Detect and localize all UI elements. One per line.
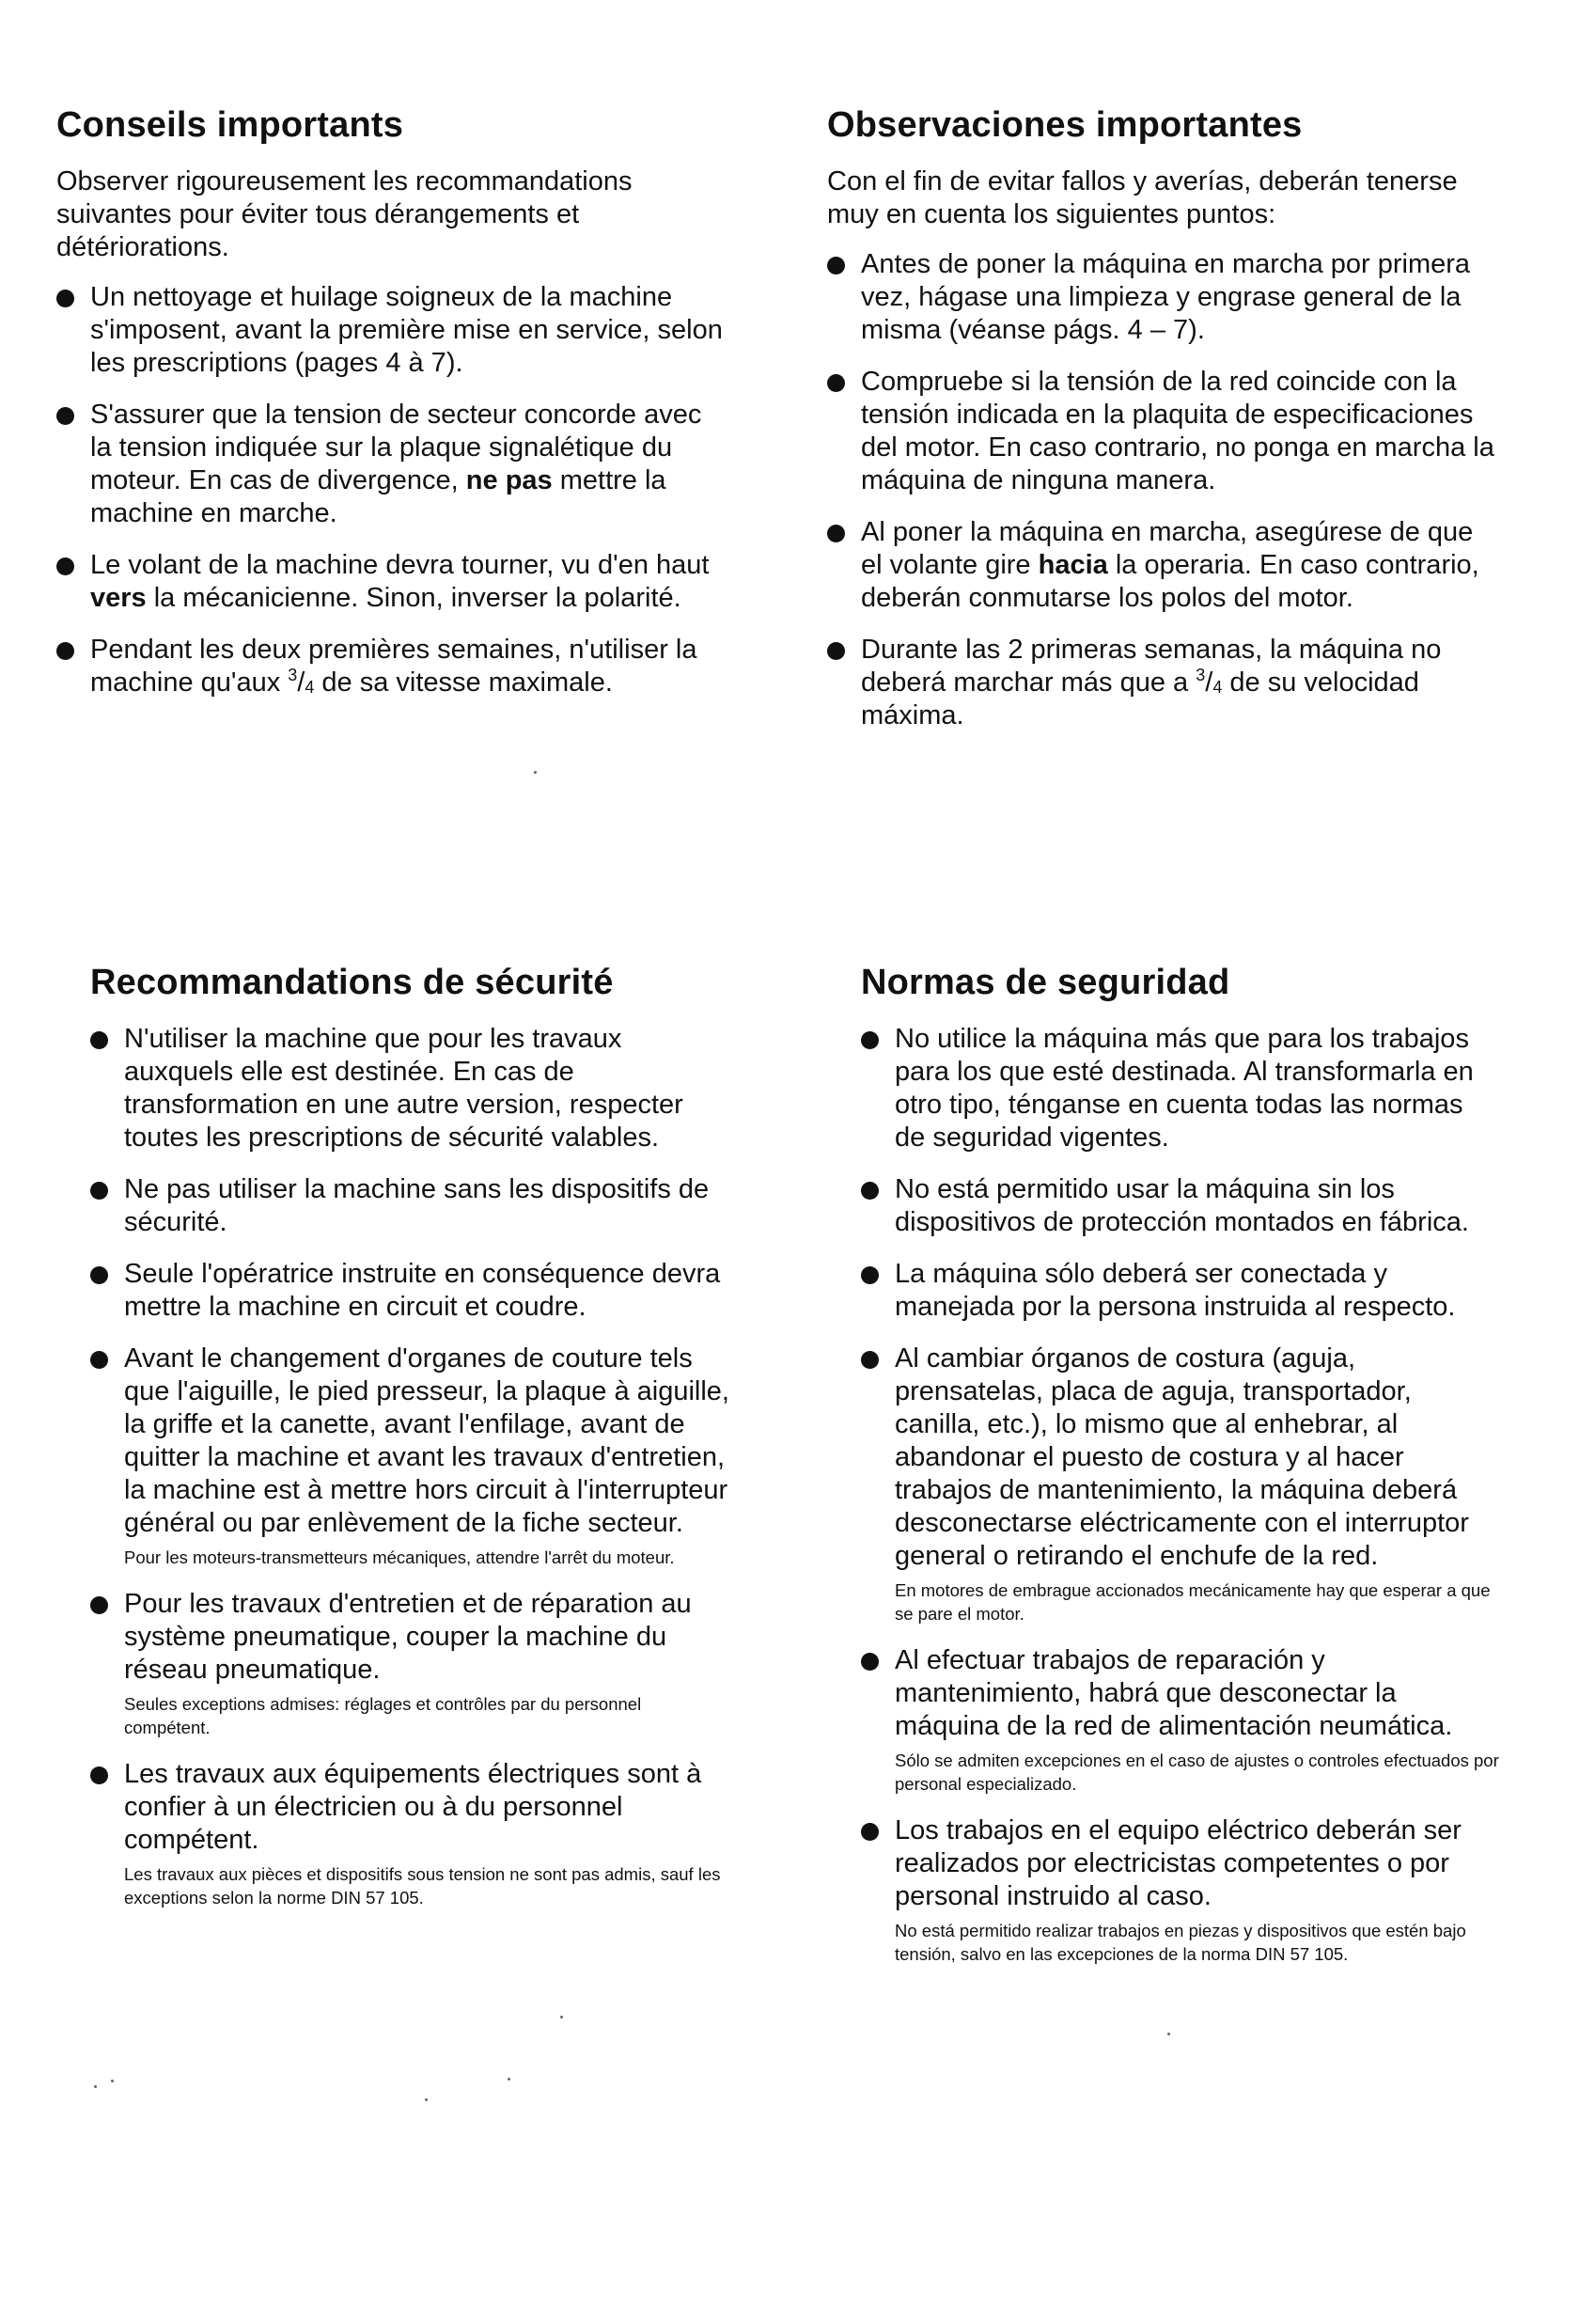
bullet-icon <box>56 407 74 425</box>
list-item <box>861 1343 1500 1625</box>
list-item <box>861 1258 1500 1324</box>
list-item <box>56 549 726 615</box>
scan-speck <box>425 2098 428 2101</box>
emphasis-text: vers <box>90 582 147 613</box>
item-note: Pour les moteurs-transmetteurs mécaniques, attendre l'arrêt du moteur. <box>124 1547 675 1567</box>
item-text: Al efectuar trabajos de reparación y mantenimiento, habrá que desconectar la máquina de la red de alimentación neumática. <box>895 1644 1453 1741</box>
bullet-list <box>56 281 726 699</box>
list-item <box>56 634 726 699</box>
section-normas-seguridad <box>861 963 1500 1985</box>
list-item <box>56 281 726 380</box>
fraction-three-quarters: $^3/_4$ <box>288 665 315 698</box>
list-item <box>827 634 1496 732</box>
list-item <box>861 1814 1500 1966</box>
item-text: Les travaux aux équipements électriques sont à confier à un électricien ou à du personnel compétent. <box>124 1758 702 1855</box>
list-item <box>90 1258 729 1324</box>
item-text: Los trabajos en el equipo eléctrico deberán ser realizados por electricistas competentes o por personal instruido al caso. <box>895 1814 1462 1911</box>
item-text: Pour les travaux d'entretien et de réparation au système pneumatique, couper la machine du réseau pneumatique. <box>124 1588 692 1685</box>
scan-speck <box>111 2080 114 2082</box>
section-conseils-importants <box>56 105 726 718</box>
section-intro: Observer rigoureusement les recommandations suivantes pour éviter tous dérangements et détériorations. <box>56 165 633 262</box>
list-item <box>861 1644 1500 1796</box>
list-item <box>90 1023 729 1154</box>
scan-speck <box>1167 2033 1170 2035</box>
item-text: Pendant les deux premières semaines, n'utiliser la machine qu'aux $^3/_4$ de sa vitesse maximale. <box>90 634 697 698</box>
bullet-icon <box>90 1182 108 1200</box>
list-item <box>861 1023 1500 1154</box>
list-item <box>827 366 1496 497</box>
section-intro: Con el fin de evitar fallos y averías, deberán tenerse muy en cuenta los siguientes puntos: <box>827 165 1458 229</box>
item-note: Les travaux aux pièces et dispositifs sous tension ne sont pas admis, sauf les exceptions selon la norme DIN 57 105. <box>124 1863 721 1908</box>
item-text: Durante las 2 primeras semanas, la máquina no deberá marchar más que a $^3/_4$ de su velocidad máxima. <box>861 634 1442 730</box>
bullet-icon <box>827 257 845 275</box>
section-recommandations-securite <box>90 963 729 1928</box>
item-text: No utilice la máquina más que para los trabajos para los que esté destinada. Al transformarla en otro tipo, ténganse en cuenta todas las normas de seguridad vigentes. <box>895 1023 1474 1153</box>
item-text: Un nettoyage et huilage soigneux de la machine s'imposent, avant la première mise en service, selon les prescriptions (pages 4 à 7). <box>90 281 723 378</box>
item-note: Sólo se admiten excepciones en el caso de ajustes o controles efectuados por personal especializado. <box>895 1750 1499 1794</box>
bullet-list <box>90 1023 729 1909</box>
scan-speck <box>508 2078 510 2081</box>
bullet-icon <box>90 1596 108 1614</box>
list-item <box>90 1758 729 1909</box>
bullet-icon <box>861 1351 879 1369</box>
item-text: No está permitido usar la máquina sin los dispositivos de protección montados en fábrica. <box>895 1173 1469 1237</box>
fraction-three-quarters: $^3/_4$ <box>1196 665 1223 698</box>
item-text: Seule l'opératrice instruite en conséquence devra mettre la machine en circuit et coudre. <box>124 1258 721 1322</box>
bullet-icon <box>861 1182 879 1200</box>
bullet-icon <box>827 525 845 542</box>
item-text: Avant le changement d'organes de couture tels que l'aiguille, le pied presseur, la plaque à aiguille, la griffe et la canette, avant l'enfilage, avant de quitter la machine et avant les travaux d'entretien, la machine est à mettre hors circuit à l'interrupteur général ou par enlèvement de la fiche secteur. <box>124 1343 729 1538</box>
bullet-icon <box>861 1823 879 1841</box>
item-text: Antes de poner la máquina en marcha por primera vez, hágase una limpieza y engrase general de la misma (véanse págs. 4 – 7). <box>861 248 1471 345</box>
bullet-list <box>827 248 1496 732</box>
section-title: Normas de seguridad <box>861 963 1230 1002</box>
item-text: Compruebe si la tensión de la red coincide con la tensión indicada en la plaquita de especificaciones del motor. En caso contrario, no ponga en marcha la máquina de ninguna manera. <box>861 366 1494 495</box>
item-text: S'assurer que la tension de secteur concorde avec la tension indiquée sur la plaque signalétique du moteur. En cas de divergence, ne pas mettre la machine en marche. <box>90 399 702 528</box>
scan-speck <box>534 771 537 774</box>
section-title: Recommandations de sécurité <box>90 963 614 1002</box>
list-item <box>861 1173 1500 1239</box>
item-note: No está permitido realizar trabajos en piezas y dispositivos que estén bajo tensión, salvo en las excepciones de la norma DIN 57 105. <box>895 1920 1466 1964</box>
bullet-icon <box>827 642 845 660</box>
bullet-icon <box>90 1351 108 1369</box>
section-title: Conseils importants <box>56 105 404 145</box>
section-title: Observaciones importantes <box>827 105 1303 145</box>
item-text: Al cambiar órganos de costura (aguja, prensatelas, placa de aguja, transportador, canilla, etc.), lo mismo que al enhebrar, al abandonar el puesto de costura y al hacer trabajos de mantenimiento, la máquina deberá desconectarse eléctricamente con el interruptor general o retirando el enchufe de la red. <box>895 1343 1469 1571</box>
list-item <box>90 1173 729 1239</box>
bullet-icon <box>56 290 74 307</box>
item-text: La máquina sólo deberá ser conectada y manejada por la persona instruida al respecto. <box>895 1258 1456 1322</box>
bullet-icon <box>861 1653 879 1671</box>
list-item <box>90 1343 729 1569</box>
bullet-icon <box>56 642 74 660</box>
bullet-icon <box>90 1031 108 1049</box>
bullet-icon <box>827 374 845 392</box>
scan-speck <box>94 2085 97 2088</box>
emphasis-text: ne pas <box>465 464 553 495</box>
bullet-icon <box>56 557 74 575</box>
bullet-icon <box>861 1031 879 1049</box>
list-item <box>56 399 726 530</box>
bullet-icon <box>861 1266 879 1284</box>
item-text: Ne pas utiliser la machine sans les dispositifs de sécurité. <box>124 1173 710 1237</box>
section-observaciones-importantes <box>827 105 1496 751</box>
list-item <box>90 1588 729 1739</box>
bullet-icon <box>90 1266 108 1284</box>
item-text: Le volant de la machine devra tourner, vu d'en haut vers la mécanicienne. Sinon, inverser la polarité. <box>90 549 710 613</box>
list-item <box>827 516 1496 615</box>
bullet-list <box>861 1023 1500 1966</box>
bullet-icon <box>90 1767 108 1784</box>
item-note: Seules exceptions admises: réglages et contrôles par du personnel compétent. <box>124 1693 642 1737</box>
item-note: En motores de embrague accionados mecánicamente hay que esperar a que se pare el motor. <box>895 1579 1491 1624</box>
item-text: N'utiliser la machine que pour les travaux auxquels elle est destinée. En cas de transformation en une autre version, respecter toutes les prescriptions de sécurité valables. <box>124 1023 683 1153</box>
item-text: Al poner la máquina en marcha, asegúrese de que el volante gire hacia la operaria. En caso contrario, deberán conmutarse los polos del motor. <box>861 516 1479 613</box>
emphasis-text: hacia <box>1038 549 1108 580</box>
scan-speck <box>560 2016 563 2018</box>
list-item <box>827 248 1496 347</box>
